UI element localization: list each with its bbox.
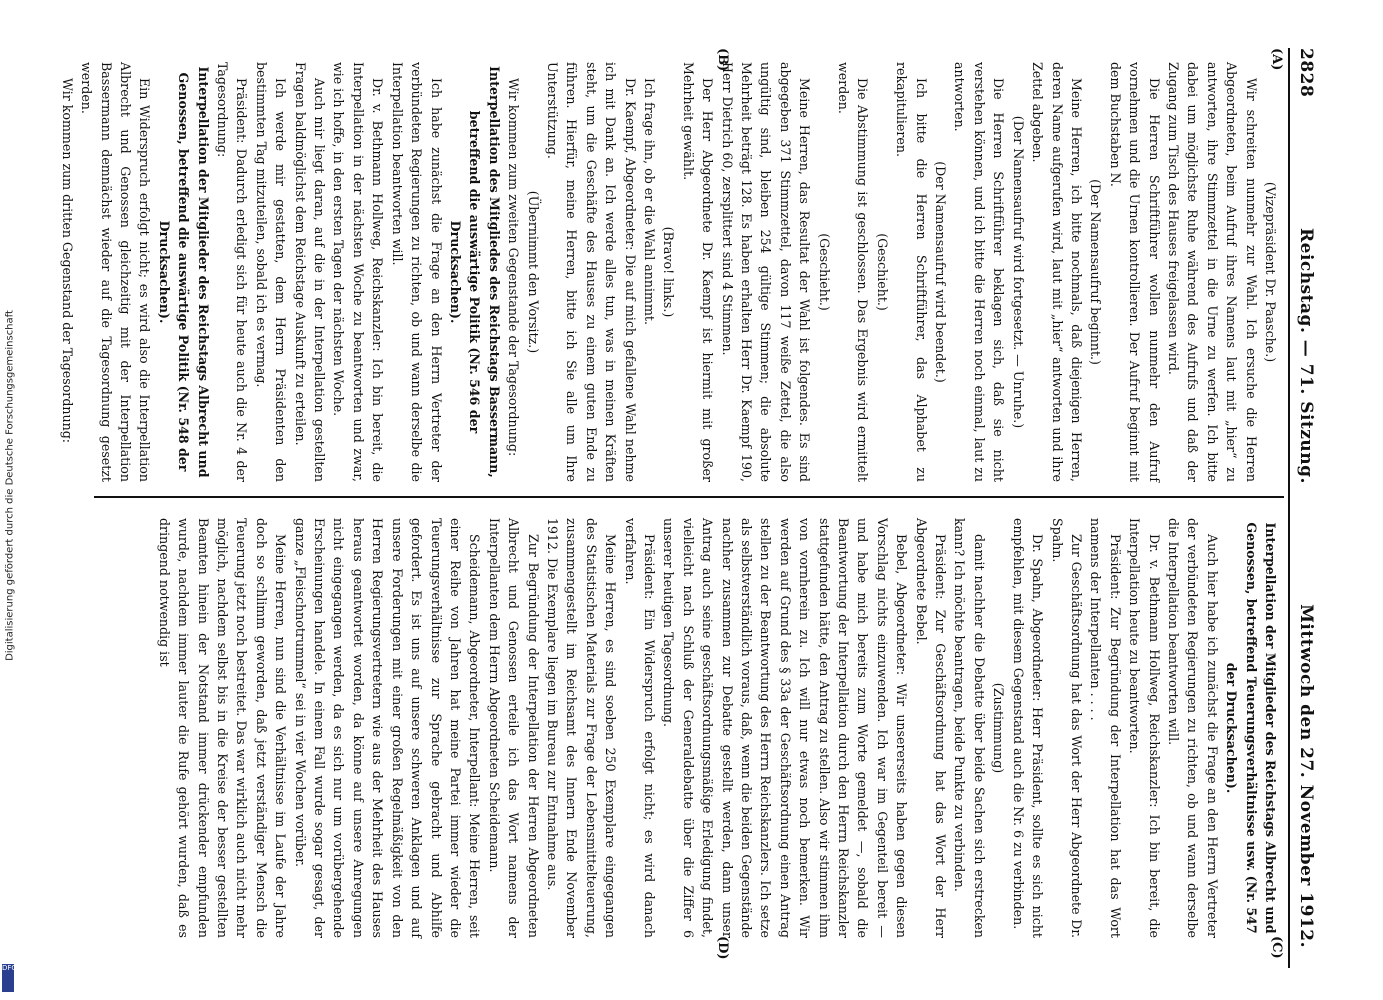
paragraph: Bebel, Abgeordneter: Wir unsererseits haben gegen diesen Vorschlag nichts einzuwenden. Ich war im Gegenteil bereit — und habe mich bereits zum Worte gemeldet —, sobald die Beantwortung der Interpellation durch den Herrn Reichskanzler stattgefunden hätte, den Antrag zu stellen. Also wir stimmen ihm von vornherein zu. Ich will nur etwas noch bemerken. Wir werden auf Grund des § 33a der Geschäftsordnung einen Antrag stellen zu der Beantwortung des Herrn Reichskanzlers. Ich setze als selbstverständlich voraus, daß, wenn die beiden Gegenstände nachher zusammen zur Debatte gestellt werden, dann unser Antrag auch seine geschäftsordnungsmäßige Erledigung findet, vielleicht nach Schluß der Generaldebatte über die Ziffer 6 unserer heutigen Tagesordnung. — [661, 518, 910, 938]
margin-marker-b: (B) — [715, 48, 730, 72]
paragraph: Auch mir liegt daran, auf die in der Interpellation gestellten Fragen baldmöglichst dem Reichstage Auskunft zu erteilen. — [292, 62, 328, 482]
right-text-column — [154, 518, 1280, 938]
paragraph: (Übernimmt den Vorsitz.) — [525, 190, 541, 354]
paragraph: Wir schreiten nunmehr zur Wahl. Ich ersuche die Herren Abgeordneten, beim Aufruf ihres Namens laut mit „hier“ zu antworten, ihre Stimmzettel in die Urne zu werfen. Ich bitte dabei um möglichste Ruhe während des Aufrufs und daß der Zugang zum Tisch des Hauses freigelassen wird. — [1165, 62, 1259, 482]
paragraph: Die Abstimmung ist geschlossen. Das Ergebnis wird ermittelt werden. — [836, 62, 871, 482]
paragraph: Scheidemann, Abgeordneter, Interpellant: Meine Herren, seit einer Reihe von Jahren hat meine Partei immer wieder die Teuerungsverhältnisse zur Sprache gebracht und Abhilfe gefordert. Es ist uns auf unsere schweren Anklagen und auf unsere Forderungen mit einer großen Regelmäßigkeit von den Herren Regierungsvertretern wie aus der Mehrheit des Hauses heraus geantwortet worden, da könne auf unsere Anregungen nicht eingegangen werden, da es sich nur um vorübergehende Erscheinungen handele. In einem Fall wurde sogar gesagt, der ganze „Fleischnotrummel“ sei in vier Wochen vorüber. — [292, 518, 483, 938]
session-title: Reichstag. — 71. Sitzung. — [1296, 228, 1316, 484]
paragraph: Ich werde mir gestatten, dem Herrn Präsidenten den bestimmten Tag mitzuteilen, sobald ich es vermag. — [253, 62, 289, 482]
digitization-note-text: Digitalisierung gefördert durch die Deutsche Forschungsgemeinschaft — [4, 310, 16, 661]
paragraph: Dr. v. Bethmann Hollweg, Reichskanzler: Ich bin bereit, die Interpellation heute zu beantworten. — [1127, 518, 1162, 938]
paragraph: (Der Namensaufruf beginnt.) — [1088, 179, 1104, 365]
paragraph: Dr. Spahn, Abgeordneter: Herr Präsident, sollte es sich nicht empfehlen, mit diesem Gegenstand auch die Nr. 6 zu verbinden. — [1010, 518, 1046, 938]
paragraph: damit nachher die Debatte über beide Sachen sich erstrecken kann? Ich möchte beantragen, beide Punkte zu verbinden. — [952, 518, 987, 938]
paragraph: Ein Widerspruch erfolgt nicht; es wird also die Interpellation Albrecht und Genossen gleichzeitig mit der Interpellation Bassermann demnächst wieder auf die Tagesordnung gesetzt werden. — [79, 62, 153, 482]
paragraph: Präsident: Zur Geschäftsordnung hat das Wort der Herr Abgeordnete Bebel. — [913, 518, 949, 938]
rotated-page — [59, 48, 1320, 968]
dfg-logo: DFG — [2, 964, 14, 992]
paragraph: Ich bitte die Herren Schriftführer, das Alphabet zu rekapitulieren. — [894, 62, 929, 482]
paragraph: (Zustimmung) — [991, 682, 1007, 774]
paragraph: Interpellation der Mitglieder des Reichstags Albrecht und Genossen, betreffend die auswärtige Politik (Nr. 548 der Drucksachen). — [156, 66, 211, 478]
paragraph: Ich frage ihn, ob er die Wahl annimmt. — [642, 78, 657, 325]
margin-marker-c: (C) — [1269, 936, 1284, 959]
paragraph: Meine Herren, es sind soeben 250 Exemplare eingegangen des Statistischen Materials zur Frage der Lebensmittelteuerung, zusammengestellt im Reichsamt des Innern Ende November 1912. Die Exemplare liegen im Bureau zur Entnahme aus. — [544, 518, 619, 938]
paragraph: Der Herr Abgeordnete Dr. Kaempf ist hiermit mit großer Mehrheit gewählt. — [680, 62, 716, 482]
paragraph: Dr. v. Bethmann Hollweg, Reichskanzler: Ich bin bereit, die Interpellation in der nächsten Woche zu beantworten und zwar, wie ich hoffe, in den ersten Tagen der nächsten Woche. — [331, 62, 386, 482]
paragraph: Die Herren Schriftführer beklagen sich, daß sie nicht verstehen können, und ich bitte die Herren noch einmal, laut zu antworten. — [952, 62, 1007, 482]
paragraph: Präsident: Zur Begründung der Interpellation hat das Wort namens der Interpellanten . . . . — [1088, 518, 1123, 938]
paragraph: Dr. Kaempf, Abgeordneter: Die auf mich gefallene Wahl nehme ich mit Dank an. Ich werde alles tun, was in meinen Kräften steht, um die Geschäfte des Hauses zu einem guten Ende zu führen. Hierfür, meine Herren, bitte ich Sie alle um Ihre Unterstützung. — [544, 62, 638, 482]
paragraph: (Der Namensaufruf wird fortgesetzt. — Unruhe.) — [1010, 115, 1026, 429]
paragraph: Meine Herren, ich bitte nochmals, daß diejenigen Herren, deren Name aufgerufen wird, laut mit „hier“ antworten und ihre Zettel abgeben. — [1030, 62, 1084, 482]
paragraph: (Geschieht.) — [874, 233, 890, 311]
left-text-column — [57, 62, 1280, 482]
page-header — [1290, 48, 1320, 968]
paragraph: Präsident: Dadurch erledigt sich für heute auch die Nr. 4 der Tagesordnung: — [215, 62, 250, 482]
header-rule — [1288, 48, 1290, 968]
paragraph: Interpellation der Mitglieder des Reichstags Albrecht und Genossen, betreffend Teuerungsverhältnisse usw. (Nr. 547 der Drucksachen). — [1224, 522, 1278, 934]
paragraph: Auch hier habe ich zunächst die Frage an den Herrn Vertreter der verbündeten Regierungen zu richten, ob und wann derselbe die Interpellation beantworten will. — [1165, 518, 1220, 938]
paragraph: Meine Herren, das Resultat der Wahl ist folgendes. Es sind abgegeben 371 Stimmzettel, davon 117 weiße Zettel, die also ungültig sind, bleiben 254 gültige Stimmen; die absolute Mehrheit beträgt 128. Es haben erhalten Herr Dr. Kaempf 190, Herr Dietrich 60, zersplittert sind 4 Stimmen. — [719, 62, 813, 482]
digitization-note — [0, 0, 14, 1000]
paragraph: Wir kommen zum zweiten Gegenstande der Tagesordnung: — [506, 78, 522, 457]
paragraph: Wir kommen zum dritten Gegenstand der Tagesordnung: — [59, 78, 75, 444]
paragraph: Interpellation des Mitgliedes des Reichstags Bassermann, betreffend die auswärtige Politik (Nr. 546 der Drucksachen). — [447, 66, 502, 478]
margin-marker-d: (D) — [715, 936, 730, 960]
page-number: 2828 — [1296, 48, 1316, 98]
paragraph: (Geschieht.) — [816, 233, 832, 311]
column-separator — [94, 496, 1284, 498]
paragraph: Die Herren Schriftführer wollen nunmehr den Aufruf vornehmen und die Urnen kontrollieren. Der Aufruf beginnt mit dem Buchstaben N. — [1107, 62, 1162, 482]
paragraph: Zur Begründung der Interpellation der Herren Abgeordneten Albrecht und Genossen erteile ich das Wort namens der Interpellanten dem Herrn Abgeordneten Scheidemann. — [486, 518, 541, 938]
paragraph: Meine Herren, nun sind die Verhältnisse im Laufe der Jahre doch so schlimm geworden, daß jetzt verständiger Mensch die Teuerung jetzt noch bestreitet. Das war wirklich auch nicht mehr möglich, nachdem selbst bis in die Kreise der besser gestellten Beamten hinein der Notstand immer drückender empfunden wurde, nachdem immer lauter die Rufe gehört wurden, daß es dringend notwendig ist — [156, 518, 289, 938]
paragraph: Präsident: Ein Widerspruch erfolgt nicht; es wird danach verfahren. — [622, 518, 657, 938]
session-date: Mittwoch den 27. November 1912. — [1296, 604, 1316, 948]
margin-marker-a: (A) — [1269, 48, 1284, 71]
paragraph: (Bravo! links.) — [661, 226, 677, 318]
paragraph: (Vizepräsident Dr. Paasche.) — [1263, 181, 1278, 363]
paragraph: Ich habe zunächst die Frage an den Herrn Vertreter der verbündeten Regierungen zu richten, ob und wann derselbe die Interpellation beantworten will. — [389, 62, 444, 482]
paragraph: Zur Geschäftsordnung hat das Wort der Herr Abgeordnete Dr. Spahn. — [1049, 518, 1084, 938]
paragraph: (Der Namensaufruf wird beendet.) — [933, 161, 949, 383]
